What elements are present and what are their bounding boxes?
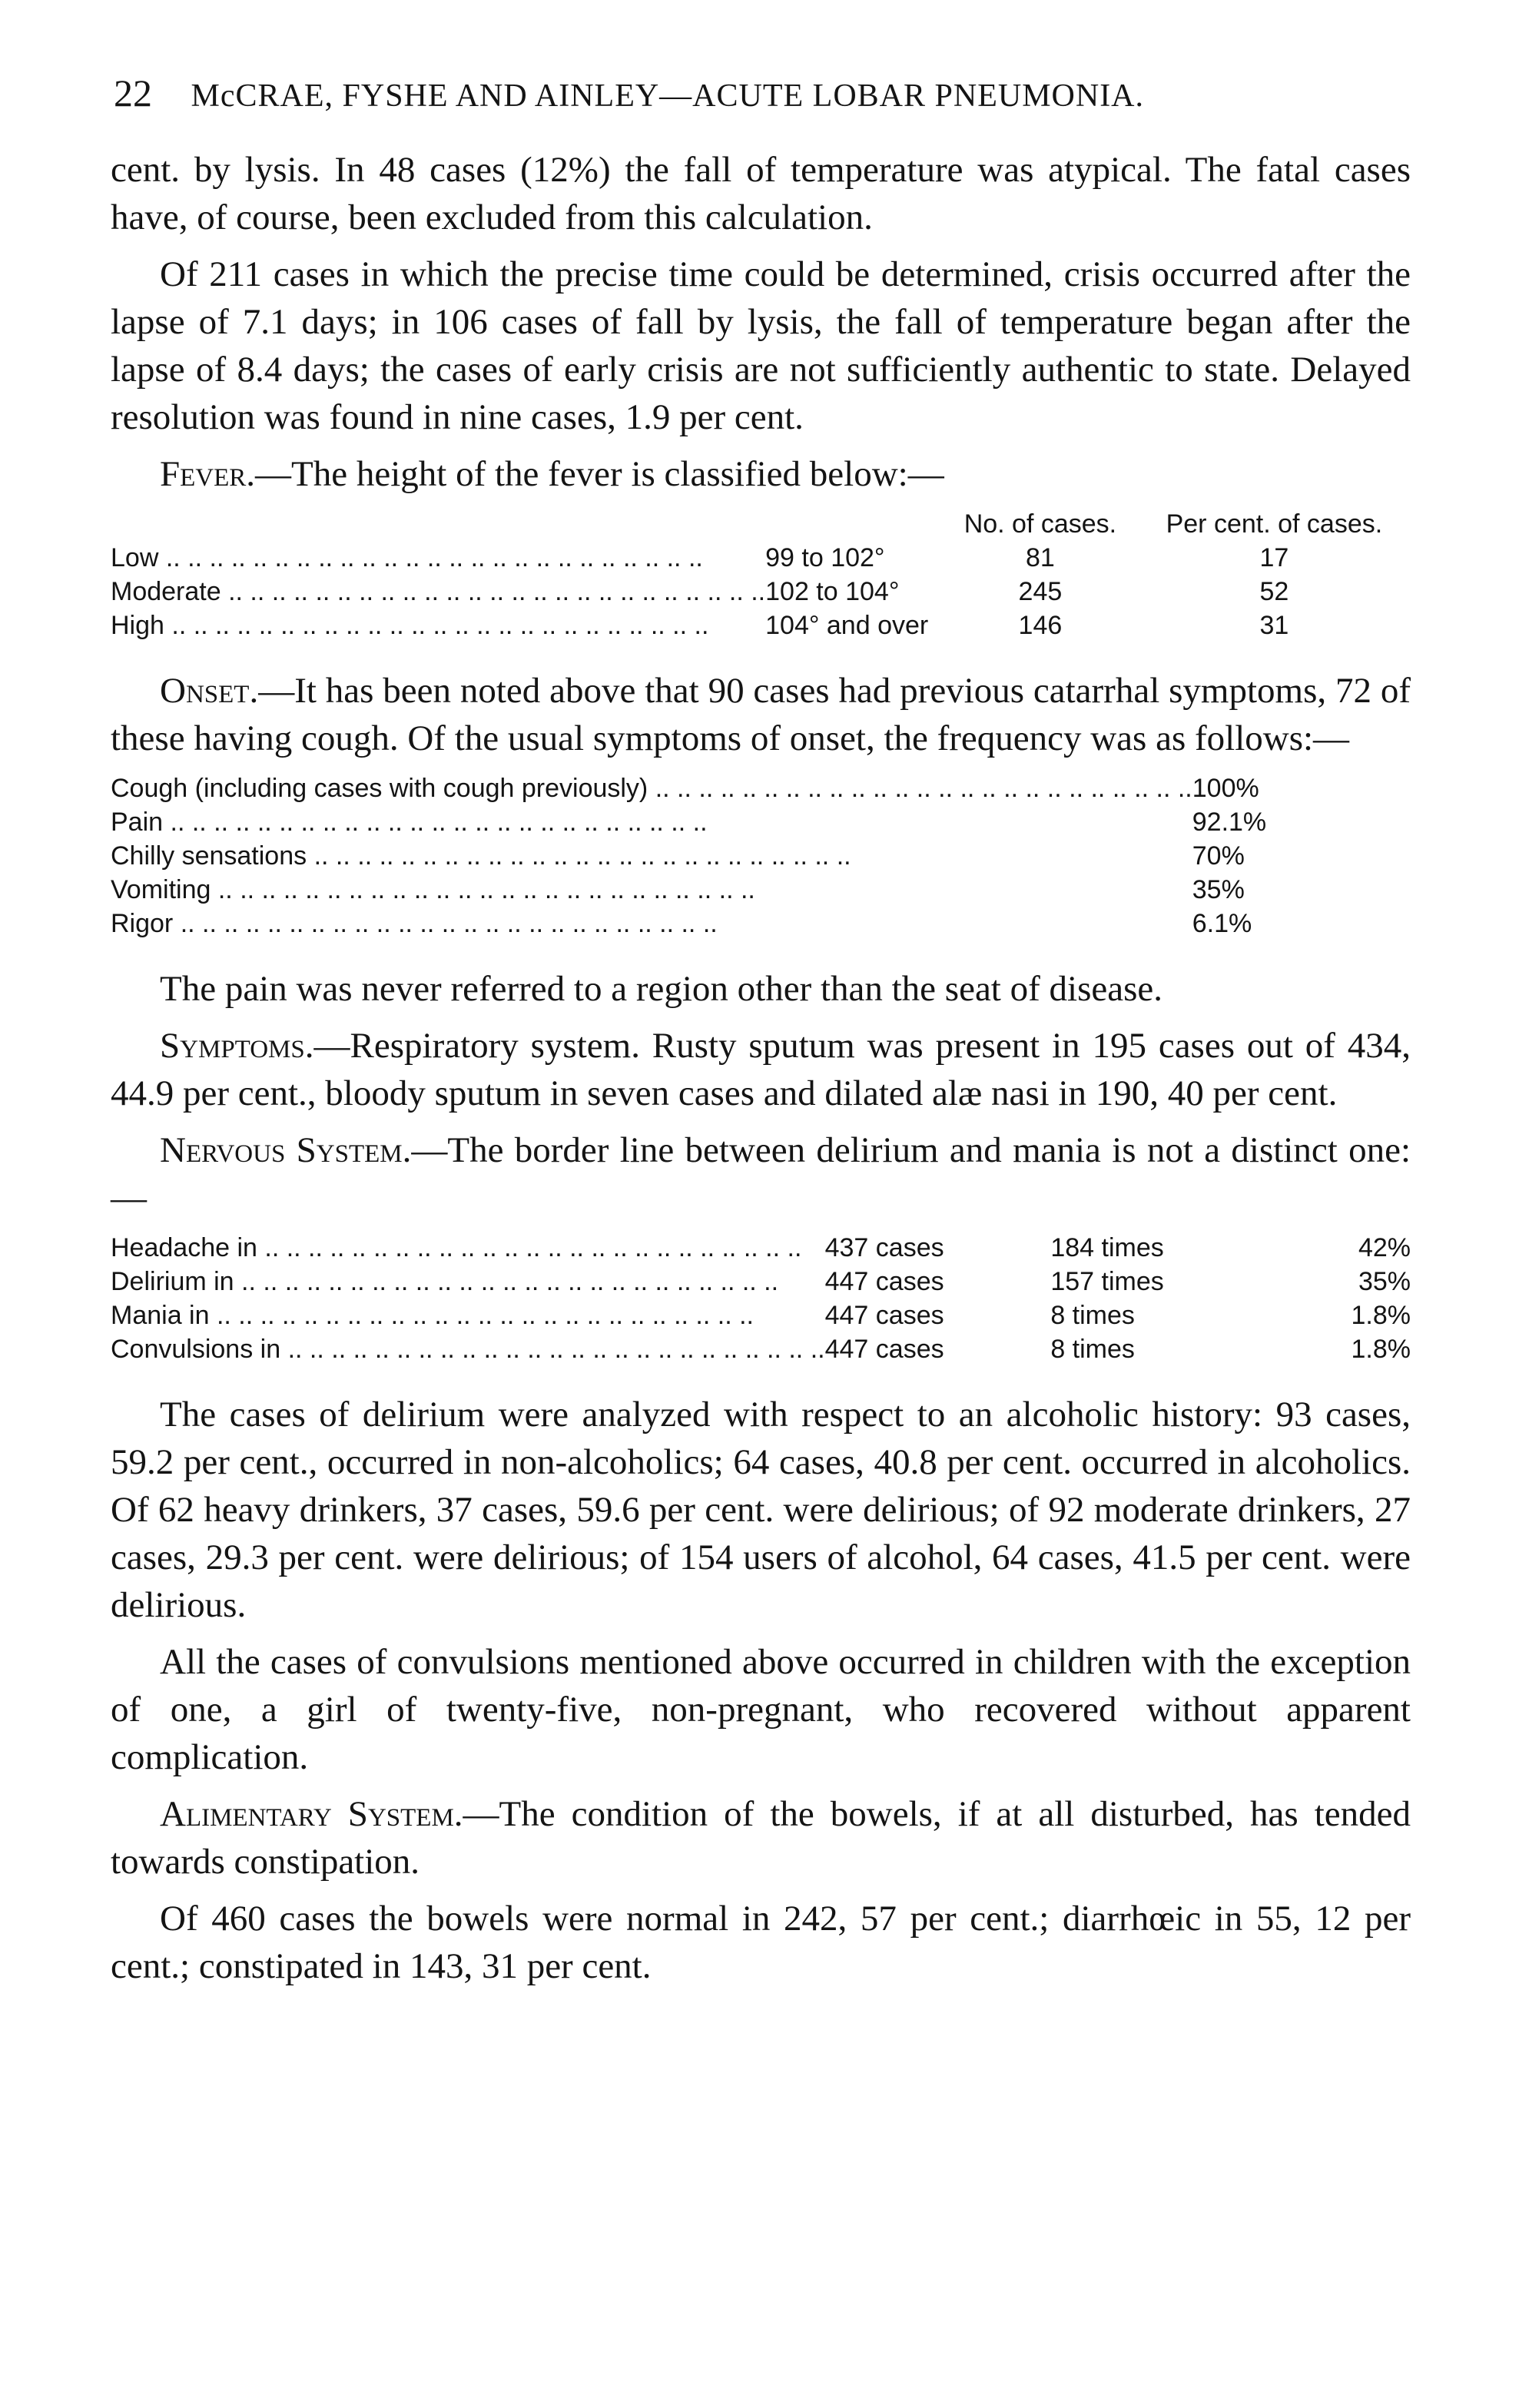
fever-header-percent: Per cent. of cases. [1166, 509, 1383, 539]
nervous-cases: 447 cases [824, 1267, 944, 1296]
onset-symptom: Pain [111, 808, 164, 837]
nervous-heading: Nervous System. [160, 1130, 412, 1170]
fever-table [111, 507, 1411, 642]
nervous-table [111, 1231, 1411, 1366]
onset-text: —It has been noted above that 90 cases had previous catarrhal symptoms, 72 of these having cough. Of the usual symptoms of onset, the frequency was as follows:— [111, 671, 1411, 758]
fever-header-cases: No. of cases. [963, 509, 1117, 539]
nervous-cases: 447 cases [824, 1301, 944, 1330]
table-row [111, 541, 1411, 575]
nervous-percent: 1.8% [1351, 1335, 1411, 1364]
fever-label: High [111, 611, 164, 640]
onset-table [111, 771, 1292, 940]
nervous-times: 8 times [1050, 1301, 1135, 1330]
nervous-cases: 437 cases [824, 1233, 944, 1262]
fever-percent: 17 [1259, 543, 1289, 572]
onset-symptom: Chilly sensations [111, 841, 307, 871]
onset-symptom: Cough (including cases with cough previously) [111, 774, 648, 803]
paragraph-lysis: cent. by lysis. In 48 cases (12%) the fall of temperature was atypical. The fatal cases have, of course, been excluded from this calculation. [111, 150, 1411, 237]
paragraph-alimentary [111, 1790, 1411, 1886]
fever-label: Low [111, 543, 159, 572]
nervous-times: 184 times [1050, 1233, 1164, 1262]
nervous-text: —The border line between delirium and mania is not a distinct one:— [111, 1130, 1411, 1218]
table-row [111, 1265, 1411, 1299]
table-row [111, 771, 1292, 805]
nervous-percent: 1.8% [1351, 1301, 1411, 1330]
table-row [111, 873, 1292, 907]
fever-range: 102 to 104° [765, 577, 900, 606]
table-row [111, 1299, 1411, 1332]
alimentary-text: —The condition of the bowels, if at all disturbed, has tended towards constipation. [111, 1794, 1411, 1882]
paragraph-bowels: Of 460 cases the bowels were normal in 242, 57 per cent.; diarrhœic in 55, 12 per cent.; constipated in 143, 31 per cent. [111, 1899, 1411, 1986]
paragraph-fever [111, 450, 1411, 498]
paragraph-crisis: Of 211 cases in which the precise time could be determined, crisis occurred after the lapse of 7.1 days; in 106 cases of fall by lysis, the fall of temperature began after the lapse of 8.4 days; the cases of early crisis are not sufficiently authentic to state. Delayed resolution was found in nine cases, 1.9 per cent. [111, 254, 1411, 437]
fever-table-header [111, 507, 1411, 541]
table-row [111, 1332, 1411, 1366]
fever-text: —The height of the fever is classified below:— [255, 454, 944, 494]
paragraph-symptoms [111, 1022, 1411, 1117]
body-text [111, 146, 1411, 1999]
table-row [111, 575, 1411, 609]
nervous-symptom: Headache in [111, 1233, 257, 1262]
table-row [111, 839, 1292, 873]
table-row [111, 609, 1411, 642]
nervous-symptom: Mania in [111, 1301, 210, 1330]
fever-range: 104° and over [765, 611, 929, 640]
fever-cases: 245 [1018, 577, 1063, 606]
onset-percent: 35% [1192, 875, 1245, 904]
nervous-symptom: Convulsions in [111, 1335, 281, 1364]
nervous-times: 157 times [1050, 1267, 1164, 1296]
onset-symptom: Vomiting [111, 875, 211, 904]
onset-heading: Onset. [160, 671, 259, 711]
onset-percent: 100% [1192, 774, 1259, 803]
table-row [111, 1231, 1411, 1265]
fever-cases: 81 [1025, 543, 1055, 572]
nervous-times: 8 times [1050, 1335, 1135, 1364]
running-header [114, 71, 1420, 115]
table-row [111, 805, 1292, 839]
paragraph-nervous [111, 1126, 1411, 1222]
fever-heading: Fever. [160, 454, 256, 494]
fever-percent: 31 [1259, 611, 1289, 640]
nervous-percent: 35% [1358, 1267, 1411, 1296]
paragraph-onset [111, 667, 1411, 762]
symptoms-text: —Respiratory system. Rusty sputum was present in 195 cases out of 434, 44.9 per cent., bloody sputum in seven cases and dilated alæ nasi in 190, 40 per cent. [111, 1026, 1411, 1113]
symptoms-heading: Symptoms. [160, 1026, 314, 1066]
page-number: 22 [114, 71, 152, 114]
nervous-cases: 447 cases [824, 1335, 944, 1364]
onset-percent: 6.1% [1192, 909, 1252, 938]
onset-percent: 92.1% [1192, 808, 1267, 837]
running-title: McCRAE, FYSHE AND AINLEY—ACUTE LOBAR PNEUMONIA. [191, 78, 1145, 114]
alimentary-heading: Alimentary System. [160, 1794, 463, 1834]
table-row [111, 907, 1292, 940]
fever-range: 99 to 102° [765, 543, 885, 572]
onset-symptom: Rigor [111, 909, 174, 938]
paragraph-pain: The pain was never referred to a region other than the seat of disease. [160, 969, 1162, 1009]
onset-percent: 70% [1192, 841, 1245, 871]
fever-label: Moderate [111, 577, 221, 606]
fever-cases: 146 [1018, 611, 1063, 640]
nervous-percent: 42% [1358, 1233, 1411, 1262]
paragraph-convulsions: All the cases of convulsions mentioned above occurred in children with the exception of one, a girl of twenty-five, non-pregnant, who recovered without apparent complication. [111, 1642, 1411, 1777]
paragraph-delirium: The cases of delirium were analyzed with respect to an alcoholic history: 93 cases, 59.2 per cent., occurred in non-alcoholics; 64 cases, 40.8 per cent. occurred in alcoholics. Of 62 heavy drinkers, 37 cases, 59.6 per cent. were delirious; of 92 moderate drinkers, 27 cases, 29.3 per cent. were delirious; of 154 users of alcohol, 64 cases, 41.5 per cent. were delirious. [111, 1395, 1411, 1625]
fever-percent: 52 [1259, 577, 1289, 606]
nervous-symptom: Delirium in [111, 1267, 234, 1296]
